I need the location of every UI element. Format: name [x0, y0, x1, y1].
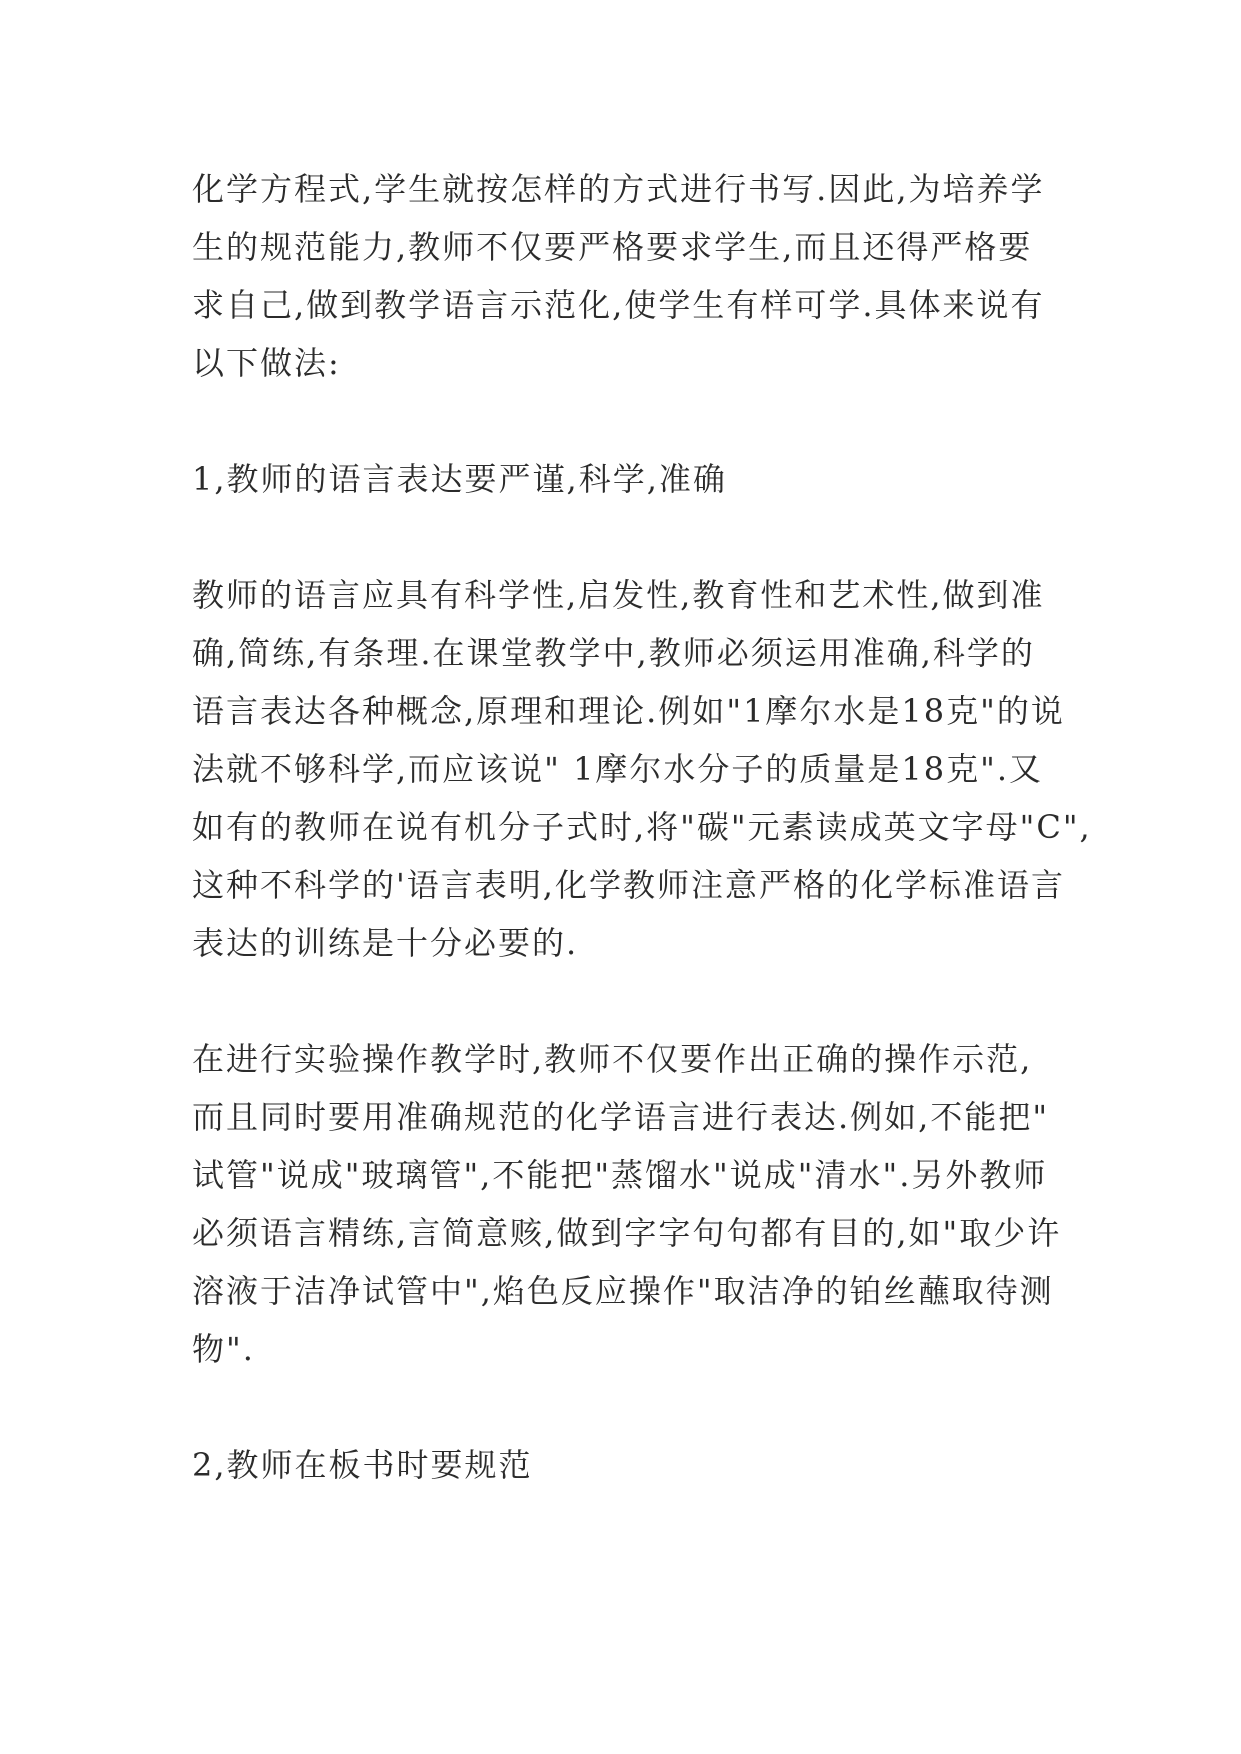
text-line: 这种不科学的'语言表明,化学教师注意严格的化学标准语言: [192, 866, 1065, 904]
text-line: 在进行实验操作教学时,教师不仅要作出正确的操作示范,: [192, 1040, 1033, 1078]
heading-text: 2,教师在板书时要规范: [192, 1446, 533, 1484]
text-line: 而且同时要用准确规范的化学语言进行表达.例如,不能把": [192, 1098, 1050, 1136]
text-line: 表达的训练是十分必要的.: [192, 924, 579, 962]
text-line: 法就不够科学,而应该说" 1摩尔水分子的质量是18克".又: [192, 750, 1044, 788]
section-heading-1: [192, 450, 1052, 508]
text-line: 试管"说成"玻璃管",不能把"蒸馏水"说成"清水".另外教师: [192, 1156, 1048, 1194]
text-line: 语言表达各种概念,原理和理论.例如"1摩尔水是18克"的说: [192, 692, 1065, 730]
text-line: 生的规范能力,教师不仅要严格要求学生,而且还得严格要: [192, 228, 1033, 266]
text-line: 必须语言精练,言简意赅,做到字字句句都有目的,如"取少许: [192, 1214, 1062, 1252]
paragraph-language-accuracy: [192, 566, 1092, 972]
text-line: 教师的语言应具有科学性,启发性,教育性和艺术性,做到准: [192, 576, 1045, 614]
section-heading-2: [192, 1436, 1052, 1494]
text-line: 溶液于洁净试管中",焰色反应操作"取洁净的铂丝蘸取待测: [192, 1272, 1054, 1310]
document-page: [192, 160, 1092, 1494]
paragraph-intro: [192, 160, 1052, 392]
text-line: 如有的教师在说有机分子式时,将"碳"元素读成英文字母"C",: [192, 808, 1092, 846]
paragraph-spacer: [192, 972, 1052, 1030]
paragraph-spacer: [192, 392, 1052, 450]
paragraph-spacer: [192, 508, 1052, 566]
paragraph-spacer: [192, 1378, 1052, 1436]
text-line: 确,简练,有条理.在课堂教学中,教师必须运用准确,科学的: [192, 634, 1035, 672]
text-line: 化学方程式,学生就按怎样的方式进行书写.因此,为培养学: [192, 170, 1045, 208]
text-line: 求自己,做到教学语言示范化,使学生有样可学.具体来说有: [192, 286, 1045, 324]
paragraph-experiment-teaching: [192, 1030, 1062, 1378]
text-line: 物".: [192, 1330, 255, 1368]
text-line: 以下做法:: [192, 344, 341, 382]
heading-text: 1,教师的语言表达要严谨,科学,准确: [192, 460, 727, 498]
